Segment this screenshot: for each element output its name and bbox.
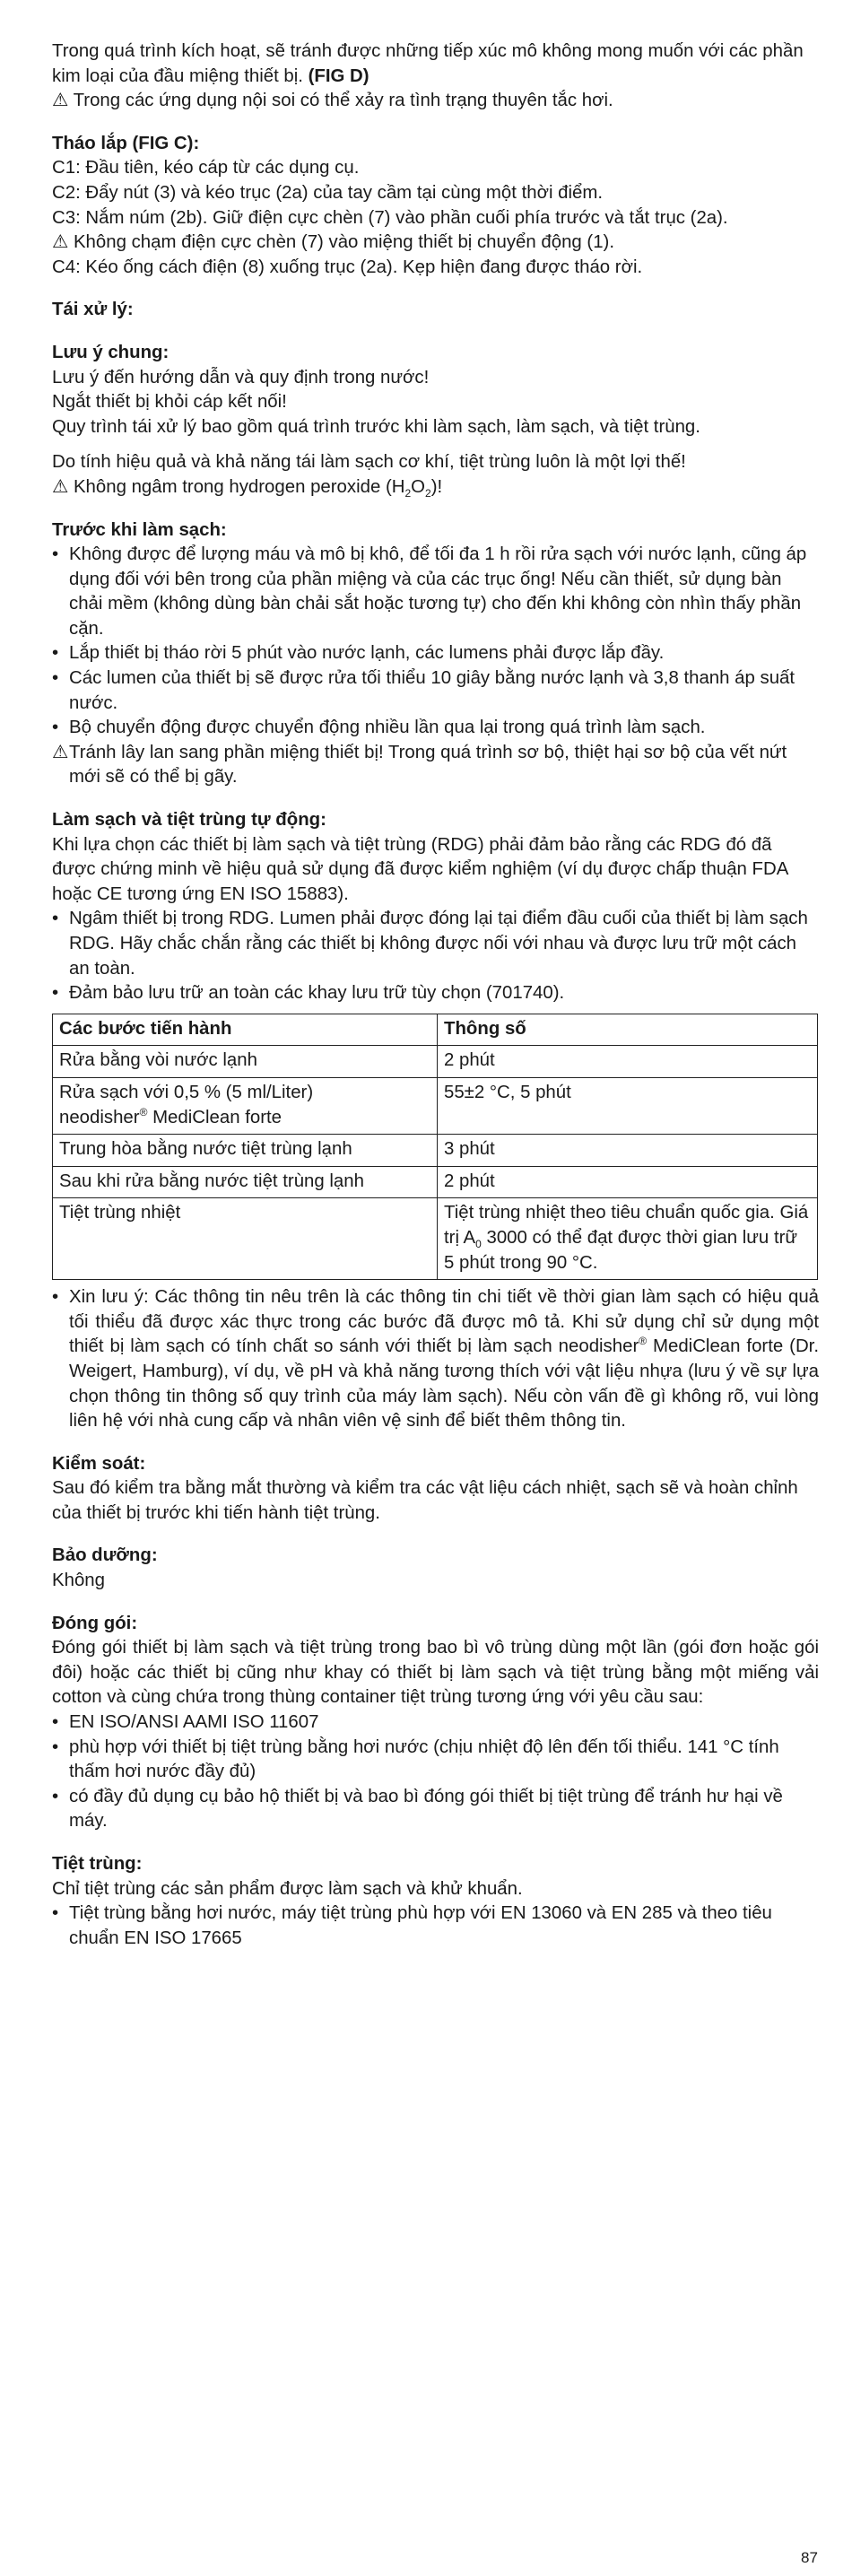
warning-line: ⚠Tránh lây lan sang phần miệng thiết bị! Trong quá trình sơ bộ, thiệt hại sơ bộ của vết nứt mới sẽ có thể bị gãy. bbox=[52, 742, 787, 788]
subheading-sterilization: Tiệt trùng: bbox=[52, 1854, 143, 1874]
warning-icon: ⚠ bbox=[52, 91, 69, 111]
bullet: • bbox=[52, 668, 59, 689]
page-number: 87 bbox=[801, 2549, 818, 2566]
subheading-pre-cleaning: Trước khi làm sạch: bbox=[52, 519, 227, 540]
document-page bbox=[52, 39, 819, 1951]
step-c3: C3: Nắm núm (2b). Giữ điện cực chèn (7) vào phần cuối phía trước và tắt trục (2a). bbox=[52, 207, 728, 228]
subheading-automatic-cleaning: Làm sạch và tiệt trùng tự động: bbox=[52, 810, 326, 831]
general-note: Ngắt thiết bị khỏi cáp kết nối! bbox=[52, 392, 287, 413]
list-item: • Các lumen của thiết bị sẽ được rửa tối thiểu 10 giây bằng nước lạnh và 3,8 thanh áp suất nước. bbox=[52, 668, 795, 713]
table-cell: 2 phút bbox=[438, 1046, 818, 1078]
table-row bbox=[53, 1046, 818, 1078]
fig-reference: (FIG D) bbox=[308, 65, 369, 86]
table-row bbox=[53, 1077, 818, 1134]
list-item: • Bộ chuyển động được chuyển động nhiều lần qua lại trong quá trình làm sạch. bbox=[52, 716, 819, 741]
section-heading-disassembly: Tháo lắp (FIG C): bbox=[52, 133, 200, 153]
bullet: • bbox=[52, 983, 59, 1004]
table-cell: 2 phút bbox=[438, 1166, 818, 1198]
step-c4: C4: Kéo ống cách điện (8) xuống trục (2a). Kẹp hiện đang được tháo rời. bbox=[52, 257, 643, 277]
warning-icon: ⚠ bbox=[52, 232, 69, 253]
subheading-control: Kiểm soát: bbox=[52, 1453, 146, 1474]
paragraph: Khi lựa chọn các thiết bị làm sạch và tiệt trùng (RDG) phải đảm bảo rằng các RDG đó đã được chứng minh về hiệu quả sử dụng đã được kiểm nghiệm (ví dụ được chấp thuận FDA hoặc CE tương ứng EN ISO 15883). bbox=[52, 834, 788, 904]
process-parameters-table bbox=[52, 1014, 818, 1280]
warning-icon: ⚠ bbox=[52, 476, 69, 497]
paragraph: Không bbox=[52, 1571, 105, 1591]
bullet: • bbox=[52, 718, 59, 738]
bullet: • bbox=[52, 1736, 59, 1757]
bullet: • bbox=[52, 1287, 59, 1308]
list-item: • Đảm bảo lưu trữ an toàn các khay lưu trữ tùy chọn (701740). bbox=[52, 981, 819, 1006]
warning-line: ⚠ Không chạm điện cực chèn (7) vào miệng thiết bị chuyển động (1). bbox=[52, 232, 615, 253]
table-cell: Rửa bằng vòi nước lạnh bbox=[53, 1046, 438, 1078]
intro-paragraph: Trong quá trình kích hoạt, sẽ tránh được những tiếp xúc mô không mong muốn với các phần kim loại của đầu miệng thiết bị. (FIG D) bbox=[52, 41, 804, 86]
list-item: • EN ISO/ANSI AAMI ISO 11607 bbox=[52, 1710, 819, 1736]
table-row bbox=[53, 1166, 818, 1198]
general-note: Quy trình tái xử lý bao gồm quá trình trước khi làm sạch, làm sạch, và tiệt trùng. bbox=[52, 416, 700, 437]
table-row bbox=[53, 1135, 818, 1167]
subheading-maintenance: Bảo dưỡng: bbox=[52, 1545, 158, 1566]
table-cell: Sau khi rửa bằng nước tiệt trùng lạnh bbox=[53, 1166, 438, 1198]
bullet: • bbox=[52, 643, 59, 664]
table-row bbox=[53, 1198, 818, 1280]
warning-line: ⚠ Không ngâm trong hydrogen peroxide $(H_2O_2)$! bbox=[52, 476, 443, 500]
list-item: • có đầy đủ dụng cụ bảo hộ thiết bị và bao bì đóng gói thiết bị tiệt trùng để tránh hư hại về máy. bbox=[52, 1786, 783, 1832]
section-heading-reprocessing: Tái xử lý: bbox=[52, 300, 134, 320]
table-header-cell: Thông số bbox=[438, 1014, 818, 1046]
step-c1: C1: Đầu tiên, kéo cáp từ các dụng cụ. bbox=[52, 158, 360, 178]
bullet: • bbox=[52, 544, 59, 565]
list-item: • Ngâm thiết bị trong RDG. Lumen phải được đóng lại tại điểm đầu cuối của thiết bị làm sạch RDG. Hãy chắc chắn rằng các thiết bị không được nối với nhau và được lưu trữ một cách an toàn. bbox=[52, 909, 808, 979]
table-cell: 3 phút bbox=[438, 1135, 818, 1167]
paragraph: Đóng gói thiết bị làm sạch và tiệt trùng trong bao bì vô trùng dùng một lần (gói đơn hoặc gói đôi) hoặc các thiết bị cũng như khay có thiết bị làm sạch và tiệt trùng bằng một miếng vải cotton và cùng chứa trong thùng container tiệt trùng tương ứng với yêu cầu sau: bbox=[52, 1638, 819, 1708]
list-item: • phù hợp với thiết bị tiệt trùng bằng hơi nước (chịu nhiệt độ lên đến tối thiểu. 141 °C tính thấm hơi nước đầy đủ) bbox=[52, 1736, 779, 1782]
subheading-general-notes: Lưu ý chung: bbox=[52, 342, 170, 362]
bullet: • bbox=[52, 1712, 59, 1733]
table-cell: Tiệt trùng nhiệt bbox=[53, 1198, 438, 1280]
step-c2: C2: Đẩy nút (3) và kéo trục (2a) của tay cầm tại cùng một thời điểm. bbox=[52, 182, 604, 203]
table-cell: 55±2 °C, 5 phút bbox=[438, 1077, 818, 1134]
table-cell: Rửa sạch với 0,5 % (5 ml/Liter) neodisher® MediClean forte bbox=[53, 1077, 438, 1134]
bullet: • bbox=[52, 1903, 59, 1924]
paragraph: Chỉ tiệt trùng các sản phẩm được làm sạch và khử khuẩn. bbox=[52, 1878, 523, 1899]
list-item: • Lắp thiết bị tháo rời 5 phút vào nước lạnh, các lumens phải được lắp đầy. bbox=[52, 641, 819, 666]
note-item: • Xin lưu ý: Các thông tin nêu trên là các thông tin chi tiết về thời gian làm sạch có hiệu quả tối thiểu đã được xác thực trong các bước đã được mô tả. Khi sử dụng chỉ sử dụng một thiết bị làm sạch có tính chất so sánh với thiết bị làm sạch neodisher® MediClean forte (Dr. Weigert, Hamburg), ví dụ, về pH và khả năng tương thích với vật liệu nhựa (lưu ý về sự lựa chọn thông tin thông số quy trình của máy làm sạch). Nếu còn vấn đề gì không rõ, vui lòng liên hệ với nhà cung cấp và nhân viên vệ sinh để biết thêm thông tin. bbox=[52, 1287, 819, 1432]
table-cell: Tiệt trùng nhiệt theo tiêu chuẩn quốc gia. Giá trị $A_0$ 3000 có thể đạt được thời gian lưu trữ 5 phút trong 90 °C. bbox=[438, 1198, 818, 1280]
table-cell: Trung hòa bằng nước tiệt trùng lạnh bbox=[53, 1135, 438, 1167]
table-header-cell: Các bước tiến hành bbox=[53, 1014, 438, 1046]
bullet: • bbox=[52, 909, 59, 929]
list-item: • Tiệt trùng bằng hơi nước, máy tiệt trùng phù hợp với EN 13060 và EN 285 và theo tiêu chuẩn EN ISO 17665 bbox=[52, 1903, 772, 1948]
general-note: Do tính hiệu quả và khả năng tái làm sạch cơ khí, tiệt trùng luôn là một lợi thế! bbox=[52, 452, 686, 473]
subheading-packaging: Đóng gói: bbox=[52, 1613, 138, 1633]
bullet: • bbox=[52, 1786, 59, 1806]
table-header-row bbox=[53, 1014, 818, 1046]
general-note: Lưu ý đến hướng dẫn và quy định trong nước! bbox=[52, 367, 430, 387]
list-item: • Không được để lượng máu và mô bị khô, để tối đa 1 h rồi rửa sạch với nước lạnh, cũng áp dụng đối với bên trong của phần miệng và của các trục ống! Nếu cần thiết, sử dụng bàn chải mềm (không dùng bàn chải sắt hoặc tương tự) cho đến khi không còn nhìn thấy phần cặn. bbox=[52, 544, 807, 639]
warning-line: ⚠ Trong các ứng dụng nội soi có thể xảy ra tình trạng thuyên tắc hơi. bbox=[52, 91, 613, 111]
warning-icon: ⚠ bbox=[52, 742, 69, 762]
paragraph: Sau đó kiểm tra bằng mắt thường và kiểm tra các vật liệu cách nhiệt, sạch sẽ và hoàn chỉnh của thiết bị trước khi tiến hành tiệt trùng. bbox=[52, 1478, 798, 1523]
